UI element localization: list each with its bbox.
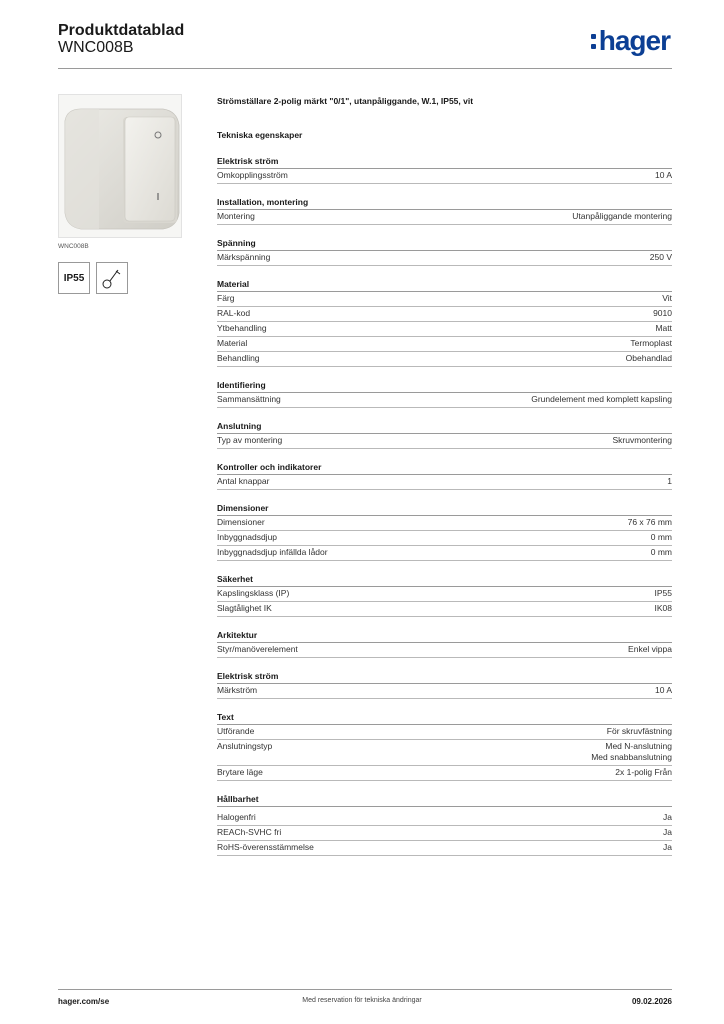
spec-section: [217, 421, 672, 449]
spec-row: [217, 434, 672, 449]
spec-section: [217, 794, 672, 856]
spec-value: 1: [667, 476, 672, 486]
spec-row: [217, 725, 672, 740]
spec-label: Anslutningstyp: [217, 741, 273, 751]
spec-label: RAL-kod: [217, 308, 251, 318]
section-heading: Text: [217, 712, 672, 725]
spec-section: [217, 462, 672, 490]
section-heading: Elektrisk ström: [217, 671, 672, 684]
spec-section: [217, 503, 672, 561]
section-heading: Arkitektur: [217, 630, 672, 643]
footer-disclaimer: Med reservation för tekniska ändringar: [302, 997, 422, 1004]
spec-value: IK08: [654, 603, 672, 613]
spec-row: [217, 210, 672, 225]
spec-label: Inbyggnadsdjup: [217, 532, 278, 542]
spec-row: [217, 643, 672, 658]
section-heading: Anslutning: [217, 421, 672, 434]
section-heading: Säkerhet: [217, 574, 672, 587]
spec-section: [217, 671, 672, 699]
spec-value: 76 x 76 mm: [627, 517, 672, 527]
spec-value: Termoplast: [630, 338, 672, 348]
spec-row: [217, 475, 672, 490]
spec-section: [217, 279, 672, 367]
spec-row: [217, 292, 672, 307]
spec-sections: [217, 156, 672, 856]
spec-label: Brytare läge: [217, 767, 263, 777]
spec-row: [217, 322, 672, 337]
spec-value: IP55: [654, 588, 672, 598]
spec-value: 10 A: [654, 170, 672, 180]
spec-value: Obehandlad: [625, 353, 672, 363]
spec-section: [217, 630, 672, 658]
spec-section: [217, 197, 672, 225]
spec-label: Slagtålighet IK: [217, 603, 272, 613]
spec-value: Skruvmontering: [612, 435, 672, 445]
spec-value: Med N-anslutning Med snabbanslutning: [591, 741, 672, 762]
spec-row: [217, 307, 672, 322]
product-image: [58, 94, 182, 238]
spec-value: 10 A: [654, 685, 672, 695]
spec-value: 250 V: [649, 252, 672, 262]
spec-section: [217, 712, 672, 781]
spec-row: [217, 587, 672, 602]
section-heading: Material: [217, 279, 672, 292]
spec-value: Ja: [663, 812, 672, 822]
spec-label: Omkopplingsström: [217, 170, 288, 180]
spec-row: [217, 841, 672, 856]
section-heading: Installation, montering: [217, 197, 672, 210]
spec-value: Utanpåliggande montering: [572, 211, 672, 221]
spec-value: Matt: [655, 323, 672, 333]
spec-label: Märkspänning: [217, 252, 271, 262]
spec-value: 9010: [653, 308, 672, 318]
page-title: Produktdatablad: [58, 22, 185, 39]
spec-row: [217, 826, 672, 841]
spec-label: Behandling: [217, 353, 260, 363]
spec-label: RoHS-överensstämmelse: [217, 842, 314, 852]
spec-row: [217, 393, 672, 408]
spec-row: [217, 352, 672, 367]
spec-value: Ja: [663, 827, 672, 837]
spec-value: 0 mm: [650, 547, 672, 557]
product-code: WNC008B: [58, 39, 134, 56]
section-heading: Kontroller och indikatorer: [217, 462, 672, 475]
spec-value: Ja: [663, 842, 672, 852]
section-heading: Spänning: [217, 238, 672, 251]
spec-row: [217, 811, 672, 826]
spec-label: Material: [217, 338, 248, 348]
spec-row: [217, 740, 672, 766]
spec-label: Färg: [217, 293, 235, 303]
spec-label: Inbyggnadsdjup infällda lådor: [217, 547, 328, 557]
spec-row: [217, 169, 672, 184]
footer-website-link[interactable]: hager.com/se: [58, 997, 110, 1006]
screwdriver-icon: [96, 262, 128, 294]
spec-value: 2x 1-polig Från: [615, 767, 672, 777]
spec-label: Utförande: [217, 726, 255, 736]
spec-label: Typ av montering: [217, 435, 283, 445]
spec-row: [217, 251, 672, 266]
product-title: Strömställare 2-polig märkt "0/1", utanpåliggande, W.1, IP55, vit: [217, 96, 474, 106]
spec-label: Dimensioner: [217, 517, 265, 527]
product-details: [217, 96, 672, 869]
spec-row: [217, 546, 672, 561]
section-heading: Dimensioner: [217, 503, 672, 516]
logo-dots-icon: [591, 26, 597, 49]
spec-label: Halogenfri: [217, 812, 256, 822]
technical-properties-title: Tekniska egenskaper: [217, 130, 303, 140]
logo-text: hager: [598, 25, 670, 56]
section-heading: Identifiering: [217, 380, 672, 393]
spec-value: 0 mm: [650, 532, 672, 542]
spec-label: Montering: [217, 211, 255, 221]
spec-section: [217, 238, 672, 266]
spec-value: Grundelement med komplett kapsling: [531, 394, 672, 404]
switch-icon: [59, 95, 182, 238]
spec-row: [217, 766, 672, 781]
spec-row: [217, 684, 672, 699]
footer-divider: [58, 989, 672, 990]
spec-value: Vit: [662, 293, 672, 303]
spec-value: Enkel vippa: [628, 644, 672, 654]
spec-row: [217, 337, 672, 352]
spec-row: [217, 516, 672, 531]
hager-logo[interactable]: [591, 26, 670, 56]
spec-section: [217, 574, 672, 617]
spec-row: [217, 602, 672, 617]
spec-row: [217, 531, 672, 546]
spec-value: För skruvfästning: [606, 726, 672, 736]
section-heading: Hållbarhet: [217, 794, 672, 807]
header-divider: [58, 68, 672, 69]
spec-label: Antal knappar: [217, 476, 270, 486]
spec-section: [217, 380, 672, 408]
spec-label: Sammansättning: [217, 394, 281, 404]
spec-label: REACh-SVHC fri: [217, 827, 282, 837]
image-caption: WNC008B: [58, 243, 89, 250]
spec-section: [217, 156, 672, 184]
spec-label: Ytbehandling: [217, 323, 267, 333]
spec-label: Kapslingsklass (IP): [217, 588, 290, 598]
spec-label: Styr/manöverelement: [217, 644, 298, 654]
footer-date: 09.02.2026: [631, 997, 672, 1006]
ip55-badge: IP55: [58, 262, 90, 294]
spec-label: Märkström: [217, 685, 258, 695]
section-heading: Elektrisk ström: [217, 156, 672, 169]
